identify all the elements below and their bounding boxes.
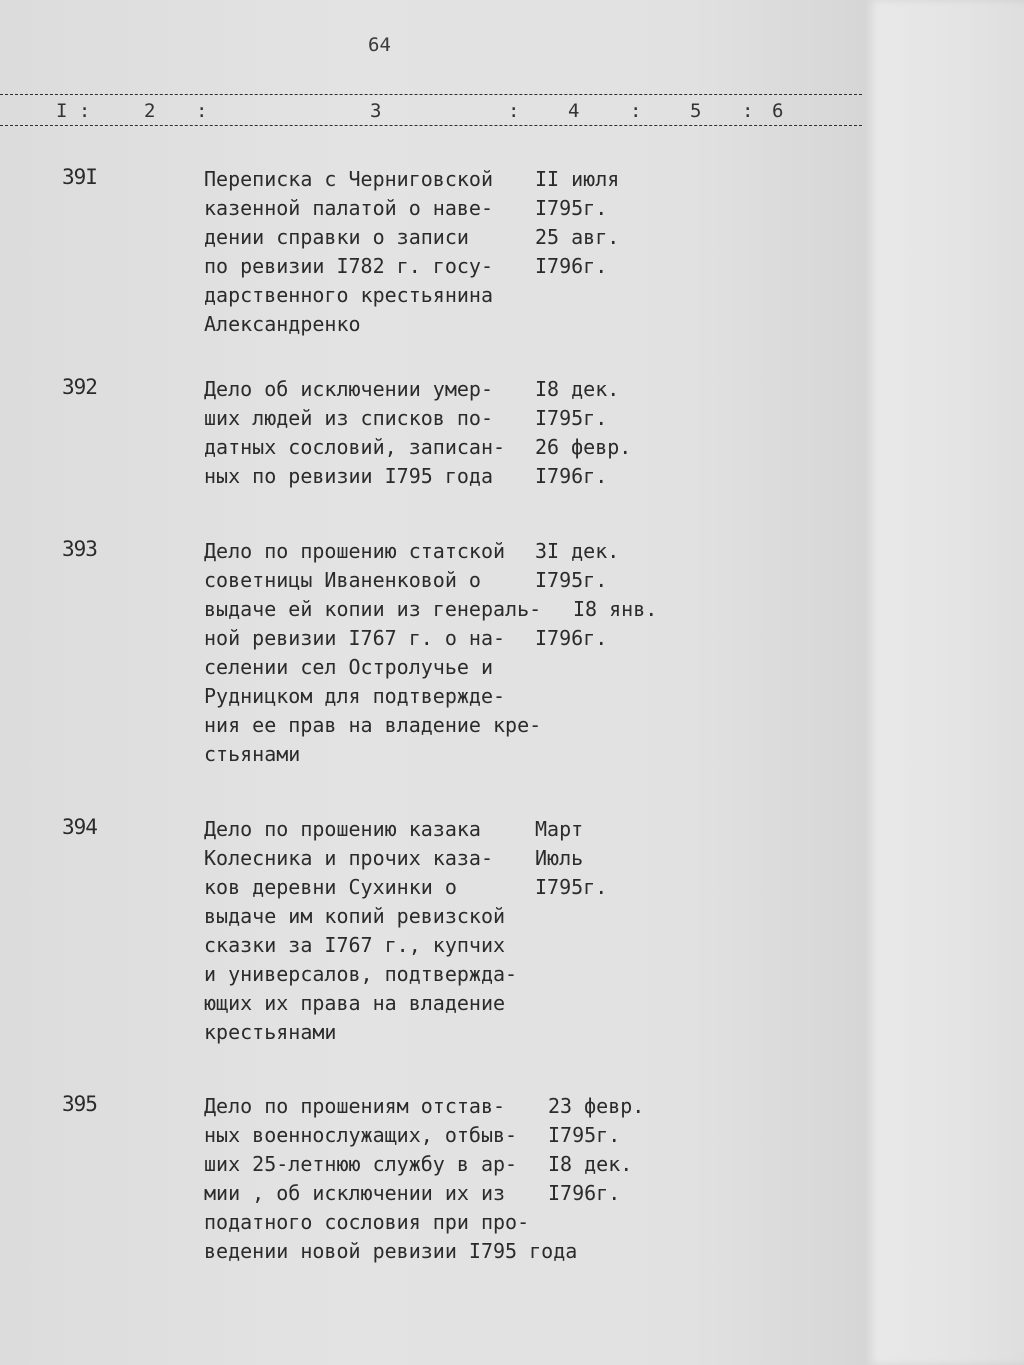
page-number: 64 bbox=[368, 34, 391, 56]
entry-title-line: советницы Иваненковой о bbox=[204, 568, 481, 592]
entry-title-line: Рудницком для подтвержде- bbox=[204, 684, 506, 708]
entry-title-line: Дело об исключении умер- bbox=[204, 377, 493, 401]
column-header-2: 2 bbox=[144, 100, 156, 122]
entry-title-line: Дело по прошениям отстав- bbox=[204, 1094, 506, 1118]
entry-title-line: по ревизии I782 г. госу- bbox=[204, 254, 493, 278]
entry-title-line: сказки за I767 г., купчих bbox=[204, 933, 506, 957]
entry-number: 392 bbox=[62, 375, 97, 399]
entry-date-line: I8 янв. bbox=[573, 597, 658, 621]
entry-title bbox=[204, 815, 517, 1047]
entry-date-line: Март bbox=[535, 817, 584, 841]
entry-title bbox=[204, 537, 541, 769]
entry-title-line: Колесника и прочих каза- bbox=[204, 846, 493, 870]
entry-title-line: податного сословия при про- bbox=[204, 1210, 530, 1234]
column-separator: : bbox=[630, 100, 642, 122]
header-rule-bottom bbox=[0, 125, 862, 126]
entry-date-line: I795г. bbox=[535, 196, 608, 220]
entry-title-line: Александренко bbox=[204, 312, 361, 336]
column-separator: : bbox=[196, 100, 208, 122]
entry-title-line: Дело по прошению статской bbox=[204, 539, 506, 563]
entry-title bbox=[204, 375, 505, 491]
entry-title-line: Дело по прошению казака bbox=[204, 817, 481, 841]
page-edge-background bbox=[866, 0, 1024, 1365]
entry-date-line: I795г. bbox=[535, 568, 608, 592]
entry-date-line: 23 февр. bbox=[548, 1094, 645, 1118]
entry-dates bbox=[548, 1092, 644, 1208]
entry-title bbox=[204, 165, 493, 339]
column-header-1: I : bbox=[56, 100, 91, 122]
entry-date-line: I8 дек. bbox=[548, 1152, 633, 1176]
entry-number: 39I bbox=[62, 165, 97, 189]
entry-title-line: мии , об исключении их из bbox=[204, 1181, 506, 1205]
entry-title-line: Переписка с Черниговской bbox=[204, 167, 493, 191]
column-header-4: 4 bbox=[568, 100, 580, 122]
entry-title-line: ющих их права на владение bbox=[204, 991, 506, 1015]
column-header-5: 5 bbox=[690, 100, 702, 122]
entry-title-line: ния ее прав на владение кре- bbox=[204, 713, 542, 737]
entry-title-line: и универсалов, подтвержда- bbox=[204, 962, 518, 986]
entry-title-line: казенной палатой о наве- bbox=[204, 196, 493, 220]
entry-title-line: выдаче им копий ревизской bbox=[204, 904, 506, 928]
entry-title-line: ных по ревизии I795 года bbox=[204, 464, 493, 488]
entry-dates bbox=[535, 537, 657, 653]
column-header-3: 3 bbox=[370, 100, 382, 122]
header-rule-top bbox=[0, 94, 862, 95]
entry-date-line: 3I дек. bbox=[535, 539, 620, 563]
entry-title-line: дении справки о записи bbox=[204, 225, 469, 249]
entry-title-line: селении сел Остролучье и bbox=[204, 655, 493, 679]
entry-number: 393 bbox=[62, 537, 97, 561]
entry-title-line: дарственного крестьянина bbox=[204, 283, 493, 307]
entry-date-line: 25 авг. bbox=[535, 225, 620, 249]
entry-dates bbox=[535, 165, 619, 281]
entry-date-line: I796г. bbox=[535, 464, 608, 488]
entry-date-line: I8 дек. bbox=[535, 377, 620, 401]
entry-title-line: ков деревни Сухинки о bbox=[204, 875, 457, 899]
column-separator: : bbox=[742, 100, 754, 122]
entry-number: 394 bbox=[62, 815, 97, 839]
column-header-6: 6 bbox=[772, 100, 784, 122]
entry-title-line: крестьянами bbox=[204, 1020, 337, 1044]
entry-date-line: I795г. bbox=[535, 875, 608, 899]
entry-date-line: II июля bbox=[535, 167, 620, 191]
entry-number: 395 bbox=[62, 1092, 97, 1116]
entry-title-line: ших людей из списков по- bbox=[204, 406, 493, 430]
entry-date-line: I795г. bbox=[535, 406, 608, 430]
entry-title-line: ших 25-летнюю службу в ар- bbox=[204, 1152, 518, 1176]
entry-date-line: I796г. bbox=[535, 626, 608, 650]
entry-dates bbox=[535, 375, 631, 491]
column-separator: : bbox=[508, 100, 520, 122]
entry-date-line: I795г. bbox=[548, 1123, 621, 1147]
entry-title-line: датных сословий, записан- bbox=[204, 435, 506, 459]
entry-title-line: стьянами bbox=[204, 742, 301, 766]
entry-date-line: 26 февр. bbox=[535, 435, 632, 459]
entry-title-line: ной ревизии I767 г. о на- bbox=[204, 626, 506, 650]
entry-title-line: выдаче ей копии из генераль- bbox=[204, 597, 542, 621]
entry-title-line: ведении новой ревизии I795 года bbox=[204, 1239, 578, 1263]
entry-date-line: Июль bbox=[535, 846, 584, 870]
entry-dates bbox=[535, 815, 607, 902]
entry-title bbox=[204, 1092, 577, 1266]
entry-title-line: ных военнослужащих, отбыв- bbox=[204, 1123, 518, 1147]
entry-date-line: I796г. bbox=[535, 254, 608, 278]
entry-date-line: I796г. bbox=[548, 1181, 621, 1205]
